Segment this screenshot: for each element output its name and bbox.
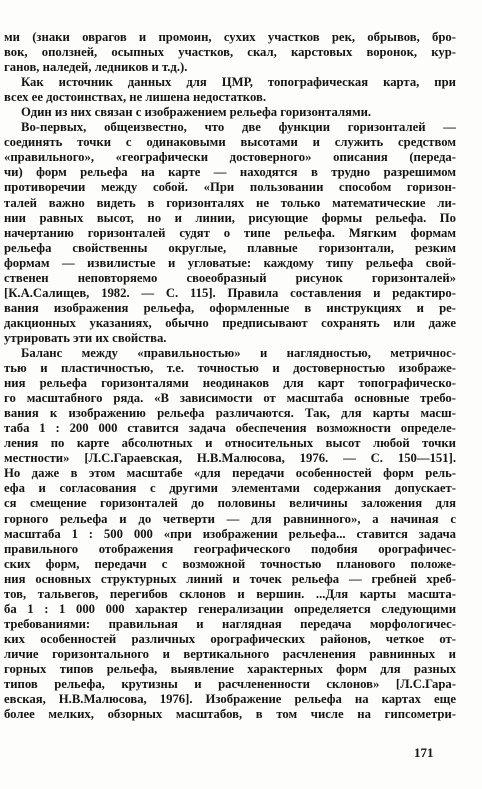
text-line: ния рельефа горизонталями неодинаков для карт топографическо- [4,376,456,391]
text-line: нии равных высот, но и линии, рисующие формы рельефа. По [4,210,456,225]
text-line: требованиями: правильная и наглядная передача морфологичес- [4,616,456,631]
text-line: [К.А.Салищев, 1982. — С. 115]. Правила составления и редактиро- [4,285,456,300]
text-line: ба 1 : 1 000 000 характер генерализации определяется следующими [4,601,456,616]
text-line: утрировать эти их свойства. [4,330,167,345]
text-line: ления по карте абсолютных и относительных высот любой точки [4,436,456,451]
text-line: личие горизонтального и вертикального расчленения равнинных и [4,646,456,661]
text-line: начертанию горизонталей судят о типе рельефа. Мягким формам [4,225,456,240]
text-line: чи) форм рельефа на карте — находятся в трудно разрешимом [4,165,456,180]
text-line: евская, Н.В.Малюсова, 1976]. Изображение рельефа на картах еще [4,692,456,707]
page-number: 171 [414,745,434,760]
text-line: ственен неповторяемо своеобразный рисунок горизонталей» [4,270,456,285]
text-line: «правильного», «географически достоверного» описания (переда- [4,150,456,165]
text-line: ких особенностей различных орографических районов, четкое от- [4,631,456,646]
text-line: вания к изображению рельефа различаются. Так, для карты масш- [4,406,456,421]
text-line: ми (знаки оврагов и промоин, сухих участков рек, обрывов, бро- [4,30,456,44]
text-line: Во-первых, общеизвестно, что две функции горизонталей — [21,120,456,135]
text-line: таба 1 : 200 000 ставится задача обеспечения возможности определе- [4,421,456,436]
text-line: масштаба 1 : 500 000 «при изображении рельефа... ставится задача [4,526,456,541]
text-line: местности» [Л.С.Гараевская, Н.В.Малюсова, 1976. — С. 150—151]. [4,451,456,466]
text-line: талей важно видеть в горизонталях не только математические ли- [4,195,456,210]
text-line: тью и пластичностью, т.е. точностью и достоверностью изображе- [4,361,456,376]
body-text [4,30,456,722]
text-line: ся смещение горизонталей до половины величины заложения для [4,496,456,511]
text-line: вок, оползней, осыпных участков, скал, карстовых воронок, кур- [4,45,456,60]
text-line: ских форм, передачи с возможной точностью планового положе- [4,556,456,571]
text-line: противоречии между собой. «При пользовании способом горизон- [4,180,456,195]
text-line: соединять точки с одинаковыми высотами и служить средством [4,135,456,150]
text-line: всех ее достоинствах, не лишена недостатков. [4,90,266,105]
text-line: вания изображения рельефа, оформленные в инструкциях и ре- [4,300,456,315]
text-line: более мелких, обзорных масштабов, в том числе на гипсометри- [4,707,456,722]
text-line: формам — извилистые и угловатые: каждому типу рельефа свой- [4,255,456,270]
text-line: ния основных структурных линий и точек рельефа — гребней хреб- [4,571,456,586]
text-line: правильного отображения географического подобия орографичес- [4,541,456,556]
text-line: Но даже в этом масштабе «для передачи особенностей форм рель- [4,466,456,481]
text-line: тов, тальвегов, перегибов склонов и вершин. ...Для карты масшта- [4,586,456,601]
text-line: Один из них связан с изображением рельефа горизонталями. [21,105,372,120]
text-line: типов рельефа, крутизны и расчлененности склонов» [Л.С.Гара- [4,677,456,692]
text-line: горных типов рельефа, выявление характерных форм для разных [4,661,456,676]
text-line: ефа и согласования с другими элементами содержания допускает- [4,481,456,496]
text-line: ганов, наледей, ледников и т.д.). [4,60,188,75]
text-line: рельефа свойственны округлые, плавные горизонтали, резким [4,240,456,255]
text-line: дакционных указаниях, обычно предписывают сохранять или даже [4,315,456,330]
text-line: Баланс между «правильностью» и наглядностью, метричнос- [21,345,456,360]
text-line: го масштабного ряда. «В зависимости от масштаба основные требо- [4,391,456,406]
text-line: Как источник данных для ЦМР, топографическая карта, при [21,75,456,90]
text-line: горного рельефа и до четверти — для равнинного», а начиная с [4,511,456,526]
